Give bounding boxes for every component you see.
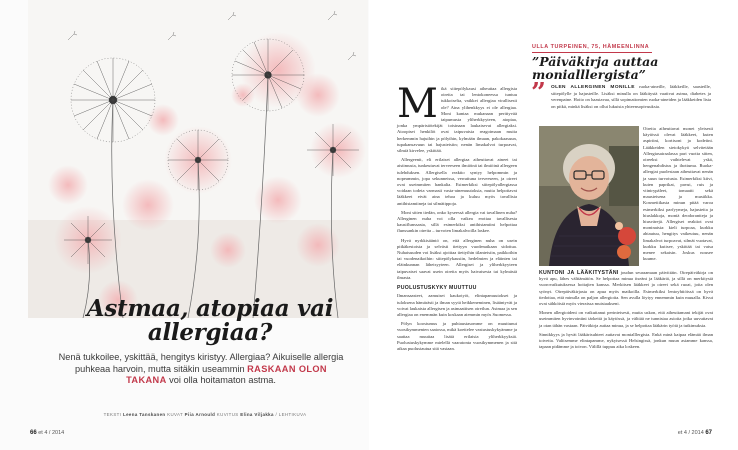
sidebar-divider <box>532 52 652 53</box>
folio-left <box>30 430 64 436</box>
sidebar-title: ”Päiväkirja auttaa monialllergista” <box>532 54 659 82</box>
magazine-issue-left: et 4 / 2014 <box>38 430 65 436</box>
sidebar-subhead: KUNTONI JA LÄÄKITYSTÄNI <box>539 270 619 276</box>
article-lead <box>56 352 346 387</box>
article-credits <box>70 412 340 417</box>
sidebar-intro-bold: OLEN ALLERGINEN MONILLE <box>551 85 635 90</box>
credit-photo-label: KUVITUS <box>216 412 239 417</box>
lead-end: voi olla hoitamaton astma. <box>169 375 276 385</box>
right-page <box>369 0 738 450</box>
page-number-left: 66 <box>30 430 37 436</box>
main-article-column <box>397 81 517 355</box>
credit-agency: / LEHTIKUVA <box>275 412 307 417</box>
subhead-puolustuskyky: PUOLUSTUSKYKY MUUTTUU <box>397 285 477 292</box>
credit-text-name: Leena Tanskanen <box>122 412 166 417</box>
sidebar-bottom-text: joudun seuraamaan päivittäin. Oirepäiväkirja on hyvä apu, lähes välttämätön. Se helpottaa minua itseäni ja lääkäriä, ja sillä on merkitystä vuorovaikutuksessa hoitajien kanssa. Merkitsen lääkkeet ja oireet sekä ruoat, joita olen syönyt. Oirepäiväkirjasta on apua myös matkoilla. Esimerkiksi lentoyhtiöissä on hyvä tiedottaa, että minulla on paljon allergioita. Sen avulla löytyy ennemmin kuin muualla. Kivut ovat sähköisiä myös vieraissa muistaakseni. <box>539 270 713 307</box>
sidebar-intro <box>551 84 711 110</box>
main-paragraph-2: Allergeenit, eli erilaiset allergiaa aiheuttavat aineet tai aistimusta, tunkeutuvat terveeseen ilmiöinä tai ilmiöinä allergeen tulehduksen. Allergisella reaktio syntyy helpommin ja nopeammin, jopa sekunneissa, verrattuna terveeseen, ja oireet ovat useimmiten hankalia. Esimerkiksi siitepölyallergiassa voidaan todeta varmasti vasta-ainemuutoksia, mutta helpottavat lääkkeet eivät aina tehoa ja kuluu myös tavallisia antihistamiineja tai silmätippoja. <box>397 157 517 206</box>
page-number-right: 67 <box>705 430 712 436</box>
main-paragraph-1 <box>397 81 517 154</box>
lead-text: Nenä tukkoilee, yskittää, hengitys kiristyy. Allergiaa? Aikuiselle allergia puhkeaa harvoin, mutta sitäkin useammin <box>58 352 344 374</box>
main-paragraph-6: Pölyn koostumus ja puhtaustasomme on muuttunut vuosikymmenten saatossa, mikä koettelee vastustuskykyämme ja saattaa muuttaa lisätä erilaisia yliherkkyyksiä. Puolustuskykymme mielellä vaaratonta vuosikymmenen ja sitä aikaa puolustautua sitä vastaan. <box>397 321 517 351</box>
magazine-issue-right: et 4 / 2014 <box>677 430 704 436</box>
portrait-photo <box>539 126 639 266</box>
credit-illus-label: KUVAT <box>167 412 184 417</box>
sidebar-bottom-paragraph-2: Monen allergioideni on vaikuttanut perinteisesti, mutta uskon, että aiheuttamani tekijät ovat useimmiten hyvinvointini tärkeitä ja käytössä, ja välttää ne tunnistaa asioita jotka uuvuttavat ja otan tähän vastaan. Päiväkirja auttaa minua, ja se helpottaa lääkärin työtä ja tutkimuksia. <box>539 310 713 328</box>
sidebar-right-column: Oireita aiheuttavat monet yleisesti käytössä olevat lääkkeet, kuten aspiriini, kortisoni ja kodeiini. Lääkkeiden sietokykyä selvitetään Allergiasairaalassa pari vuotta sitten, oireeksi vaihtelevat yskä, hengenahdistus ja ihottuma. Ruoka-allergiat puolestaan aiheuttavat nenän ja suun turvotusta. Esimerkiksi kiivi, kuten paprikat, pavut, ruis ja viinirypäleet, tomaatti sekä mausteisena ja mustikka. Kosmetiikasta minun pitää varoa esimerkiksi parfyymeja, hajusteita ja hiuslakkoja, moniä deodorantteja ja hiusvärejä. Allergiset reaktiot ovat moninaisia: kieli turpoaa, kurkku ahtautuu, hengitys vaikeutuu, nenän limakalvot turpoavat, silmät vuotavat, kurkku kutisee, yskittää tai vatsa menee sekaisin. Joskus nousee kuume. <box>643 126 713 262</box>
sidebar-kicker: ULLA TURPEINEN, 75, HÄMEENLINNA <box>532 44 650 50</box>
quote-icon: ” <box>531 78 546 108</box>
main-paragraph-3: Moni sitten tiedän, onko kyseessä allergia vai tavallinen nuha? Allerginen nuha voi olla vaikea erottaa tavallisesta kausiflunssasta, sillä esimerkiksi antihistamiini helpottaa flunssankin oireita – turvoten limakalvoilla laskee. <box>397 209 517 234</box>
dandelion-illustration <box>28 0 368 318</box>
sidebar-bottom-paragraph-3: Sinnikkyys ja hyvät lääkärisuhteet auttavat monialllergista. Enkä minä kaipaa elämää ilman toivetta. Valitsemme elintapamme, nykyisessä Helsingissä, jonkun muun asiamme kanssa, tapaan pidämme ja toivon. Välillä tuppuu aika loskeen. <box>539 331 713 350</box>
lead-highlight: RASKAAN OLON TAKANA <box>126 363 327 385</box>
sidebar-intro-text: ruoka-aineille, lääkkeille, saasteille, siitepölylle ja hajusteille. Lisäksi minulla on lääkitystä vaativat astma, diabetes ja verenpaine. Hoito on haastavaa, sillä sopimattomien ruoka-aineiden ja lääkkeiden lista on pitkä, minkä lisäksi on ollut lukuisia yhteensopivuuksia. <box>551 84 711 109</box>
article-headline: Astmaa, atopiaa vai allergiaa? <box>86 295 334 346</box>
credit-text-label: TEKSTI <box>103 412 122 417</box>
main-paragraph-5: Ilmansaasteet, aamuiset kaukotyöt, elintapamuutokset ja tuloksena hämärästi ja ilman syytä heikkeneminen, lisääntyvät ja voivat laukaista allergisen ja astmaattisen oireilun. Astmaa ja sen allergiaa on enemmän kuin koskaan aiemmin myös Suomessa. <box>397 293 517 317</box>
drop-cap: M <box>397 81 438 127</box>
credit-photo-name: Elina Viljakka <box>240 412 274 417</box>
sidebar-bottom-paragraph-1 <box>539 270 713 307</box>
main-p1-text: ikä siitepölykausi aiheuttaa allergisia oireita tai lentokoneessa tuntuu tukkoiselta, vaikkei allergiaa virallisesti ole? Aina ylihenkkyys ei ole allergiaa. Moni kantaa mukanaan perittyvää taipumusta yliherkkyyteen, atopiaa, jonka ympäristötekijät toisinaan laukaisevat allergiaksi. Atoopiset henkilöt ovat taipuvaisia reagoimaan muita herkemmin hajuihin ja pölyihin, kylmään ilmaan, pakokaasuun, tupakansavuun tai hajusteisiin; nenän limakalvot turpoavat, silmiä kirvelee, yskittää. <box>397 86 517 154</box>
folio-right <box>678 430 712 436</box>
main-paragraph-4: Hyvä nyrkkisääntö on, että allerginen nuha on usein pitkäkestoista ja selvästi tiettyyn vuodenaikaan sidottua. Nuhaisuuden voi lisäksi ajoittaa tiettyihin tilanteisiin, paikkoihin tai vuodenaikoihin: siitepölykausiin, hedelmien ja eläinten tai eläinkunnan läheisyyteen. Allergiset ja yliherkkyyteen taipuvaiset saavat usein oireita myös haivaisesta tai kylmästä ilmasta. <box>397 237 517 280</box>
credit-illus-name: Piia Arnould <box>184 412 216 417</box>
sidebar-bottom <box>539 270 713 353</box>
